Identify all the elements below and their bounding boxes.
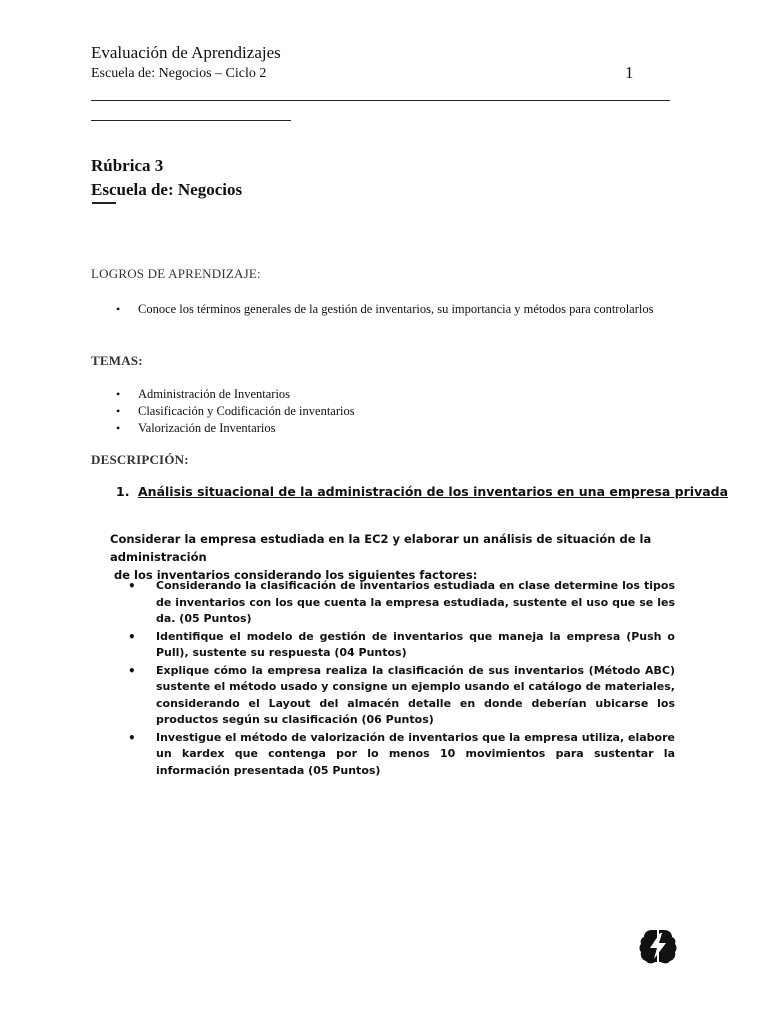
factor-text: Identifique el modelo de gestión de inventarios que maneja la empresa (Push o Pull), sustente su respuesta (04 Puntos) [156, 629, 675, 659]
task-intro-paragraph [110, 530, 676, 584]
intro-line-1: Considerar la empresa estudiada en la EC2 y elaborar un análisis de situación de la administración [110, 532, 652, 564]
list-item [128, 730, 675, 780]
logro-text: Conoce los términos generales de la gestión de inventarios, su importancia y métodos para controlarlos [138, 302, 654, 316]
tema-text: Administración de Inventarios [138, 387, 291, 401]
factor-text: Considerando la clasificación de inventarios estudiada en clase determine los tipos de inventarios con los que cuenta la empresa estudiada, sustente el uso que se les da. (05 Puntos) [156, 579, 675, 625]
factor-text: Explique cómo la empresa realiza la clasificación de sus inventarios (Método ABC) sustente el método usado y consigne un ejemplo usando el catálogo de materiales, considerando el Layout del almacén detalle en donde deberían ubicarse los productos según su clasificación (06 Puntos) [156, 663, 675, 726]
factors-list [128, 578, 675, 780]
factor-text: Investigue el método de valorización de inventarios que la empresa utiliza, elabore un kardex que contenga por lo menos 10 movimientos para sustentar la información presentada (05 Puntos) [156, 730, 675, 777]
bullet-icon: • [128, 663, 136, 678]
rubric-title: Rúbrica 3 [91, 156, 164, 175]
task-number: 1. [116, 484, 130, 499]
list-item [116, 386, 678, 403]
task-title-text: Análisis situacional de la administración de los inventarios en una empresa privada [138, 484, 729, 499]
tema-text: Valorización de Inventarios [138, 421, 276, 435]
temas-heading: TEMAS: [91, 353, 143, 368]
page-number: 1 [625, 63, 634, 82]
list-item [128, 663, 675, 729]
list-item [128, 629, 675, 662]
lightning-brain-icon [638, 926, 678, 966]
list-item [116, 403, 678, 420]
temas-list [116, 386, 678, 437]
rubric-school: Escuela de: Negocios [91, 180, 243, 199]
logros-list [116, 300, 678, 318]
bullet-icon: • [116, 387, 121, 401]
bullet-icon: • [116, 421, 121, 435]
bullet-icon: • [116, 404, 121, 418]
descripcion-heading: DESCRIPCIÓN: [91, 452, 189, 467]
document-title: Evaluación de Aprendizajes [91, 43, 281, 62]
task-title [116, 484, 728, 499]
intro-line-2: de los inventarios considerando los siguientes factores: [114, 568, 478, 582]
bullet-icon: • [116, 302, 121, 316]
header-divider-line [91, 100, 670, 101]
list-item [116, 300, 678, 318]
list-item [128, 578, 675, 628]
list-item [116, 420, 678, 437]
rubric-school-underline [92, 202, 116, 204]
tema-text: Clasificación y Codificación de inventarios [138, 404, 355, 418]
header-divider-line-short [91, 120, 291, 121]
bullet-icon: • [128, 579, 136, 593]
school-cycle-line: Escuela de: Negocios – Ciclo 2 [91, 66, 267, 81]
bullet-icon: • [128, 629, 136, 644]
logros-heading: LOGROS DE APRENDIZAJE: [91, 266, 261, 281]
bullet-icon: • [128, 730, 136, 745]
